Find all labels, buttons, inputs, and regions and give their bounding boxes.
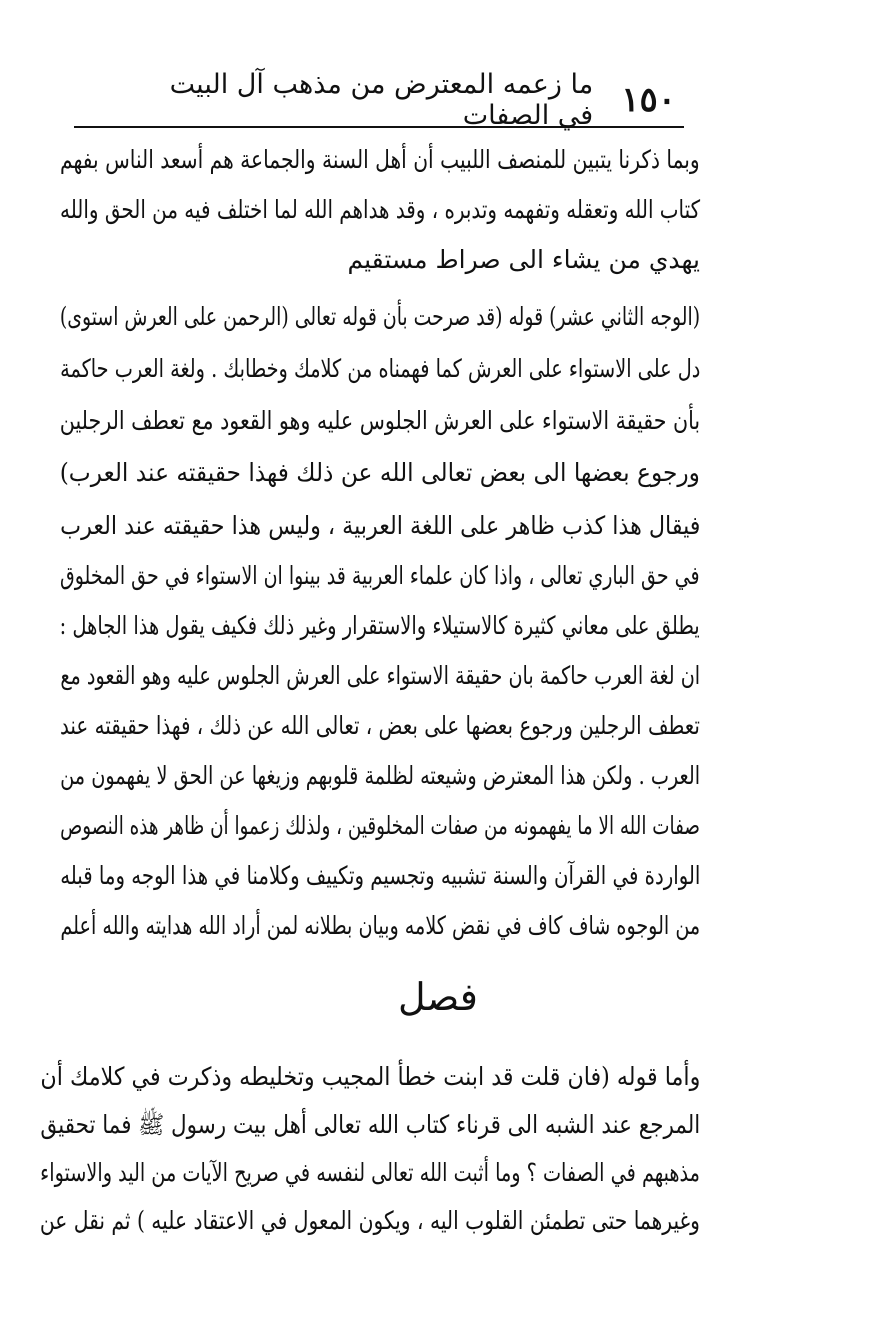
- paragraph-1: [60, 140, 700, 290]
- text-line: وأما قوله (فان قلت قد ابنت خطأ المجيب وتخليطه وذكرت في كلامك أن: [40, 1062, 700, 1091]
- text-line: تعطف الرجلين ورجوع بعضها على بعض ، تعالى الله عن ذلك ، فهذا حقيقته عند: [60, 711, 700, 740]
- text-line: يهدي من يشاء الى صراط مستقيم: [347, 245, 700, 274]
- text-line: في حق الباري تعالى ، واذا كان علماء العربية قد بينوا ان الاستواء في حق المخلوق: [60, 561, 700, 590]
- text-line: العرب . ولكن هذا المعترض وشيعته لظلمة قلوبهم وزيغها عن الحق لا يفهمون من: [60, 761, 700, 790]
- text-line: ورجوع بعضها الى بعض تعالى الله عن ذلك فهذا حقيقته عند العرب): [59, 458, 700, 487]
- page-header: [156, 69, 676, 131]
- header-rule: [74, 126, 684, 128]
- text-line: فيقال هذا كذب ظاهر على اللغة العربية ، وليس هذا حقيقته عند العرب: [59, 511, 700, 540]
- section-heading: فصل: [398, 975, 478, 1019]
- text-line: صفات الله الا ما يفهمونه من صفات المخلوقين ، ولذلك زعموا أن ظاهر هذه النصوص: [60, 811, 700, 840]
- paragraph-3: [60, 506, 700, 966]
- text-line: المرجع عند الشبه الى قرناء كتاب الله تعالى أهل بيت رسول ﷺ فما تحقيق: [40, 1110, 700, 1139]
- text-line: بأن حقيقة الاستواء على العرش الجلوس عليه وهو القعود مع تعطف الرجلين: [59, 406, 700, 435]
- text-line: يطلق على معاني كثيرة كالاستيلاء والاستقرار وغير ذلك فكيف يقول هذا الجاهل :: [59, 611, 700, 640]
- page-number: ١٥٠: [621, 80, 676, 120]
- text-line: كتاب الله وتعقله وتفهمه وتدبره ، وقد هداهم الله لما اختلف فيه من الحق والله: [59, 195, 700, 224]
- text-line: مذهبهم في الصفات ؟ وما أثبت الله تعالى لنفسه في صريح الآيات من اليد والاستواء: [40, 1158, 700, 1187]
- text-line: ان لغة العرب حاكمة بان حقيقة الاستواء على العرش الجلوس عليه وهو القعود مع: [60, 661, 700, 690]
- text-line: من الوجوه شاف كاف في نقض كلامه وبيان بطلانه لمن أراد الله هدايته والله أعلم: [60, 911, 700, 940]
- paragraph-2: [60, 297, 700, 497]
- text-line: (الوجه الثاني عشر) قوله (قد صرحت بأن قوله تعالى (الرحمن على العرش استوى): [59, 302, 700, 331]
- text-line: وبما ذكرنا يتبين للمنصف اللبيب أن أهل السنة والجماعة هم أسعد الناس بفهم: [60, 145, 700, 174]
- text-line: دل على الاستواء على العرش كما فهمناه من كلامك وخطابك . ولغة العرب حاكمة: [59, 354, 700, 383]
- text-line: الواردة في القرآن والسنة تشبيه وتجسيم وتكييف وكلامنا في هذا الوجه وما قبله: [59, 861, 700, 890]
- paragraph-4: [40, 1057, 700, 1257]
- running-title: ما زعمه المعترض من مذهب آل البيت في الصفات: [169, 69, 594, 131]
- text-line: وغيرهما حتى تطمئن القلوب اليه ، ويكون المعول في الاعتقاد عليه ) ثم نقل عن: [39, 1206, 700, 1235]
